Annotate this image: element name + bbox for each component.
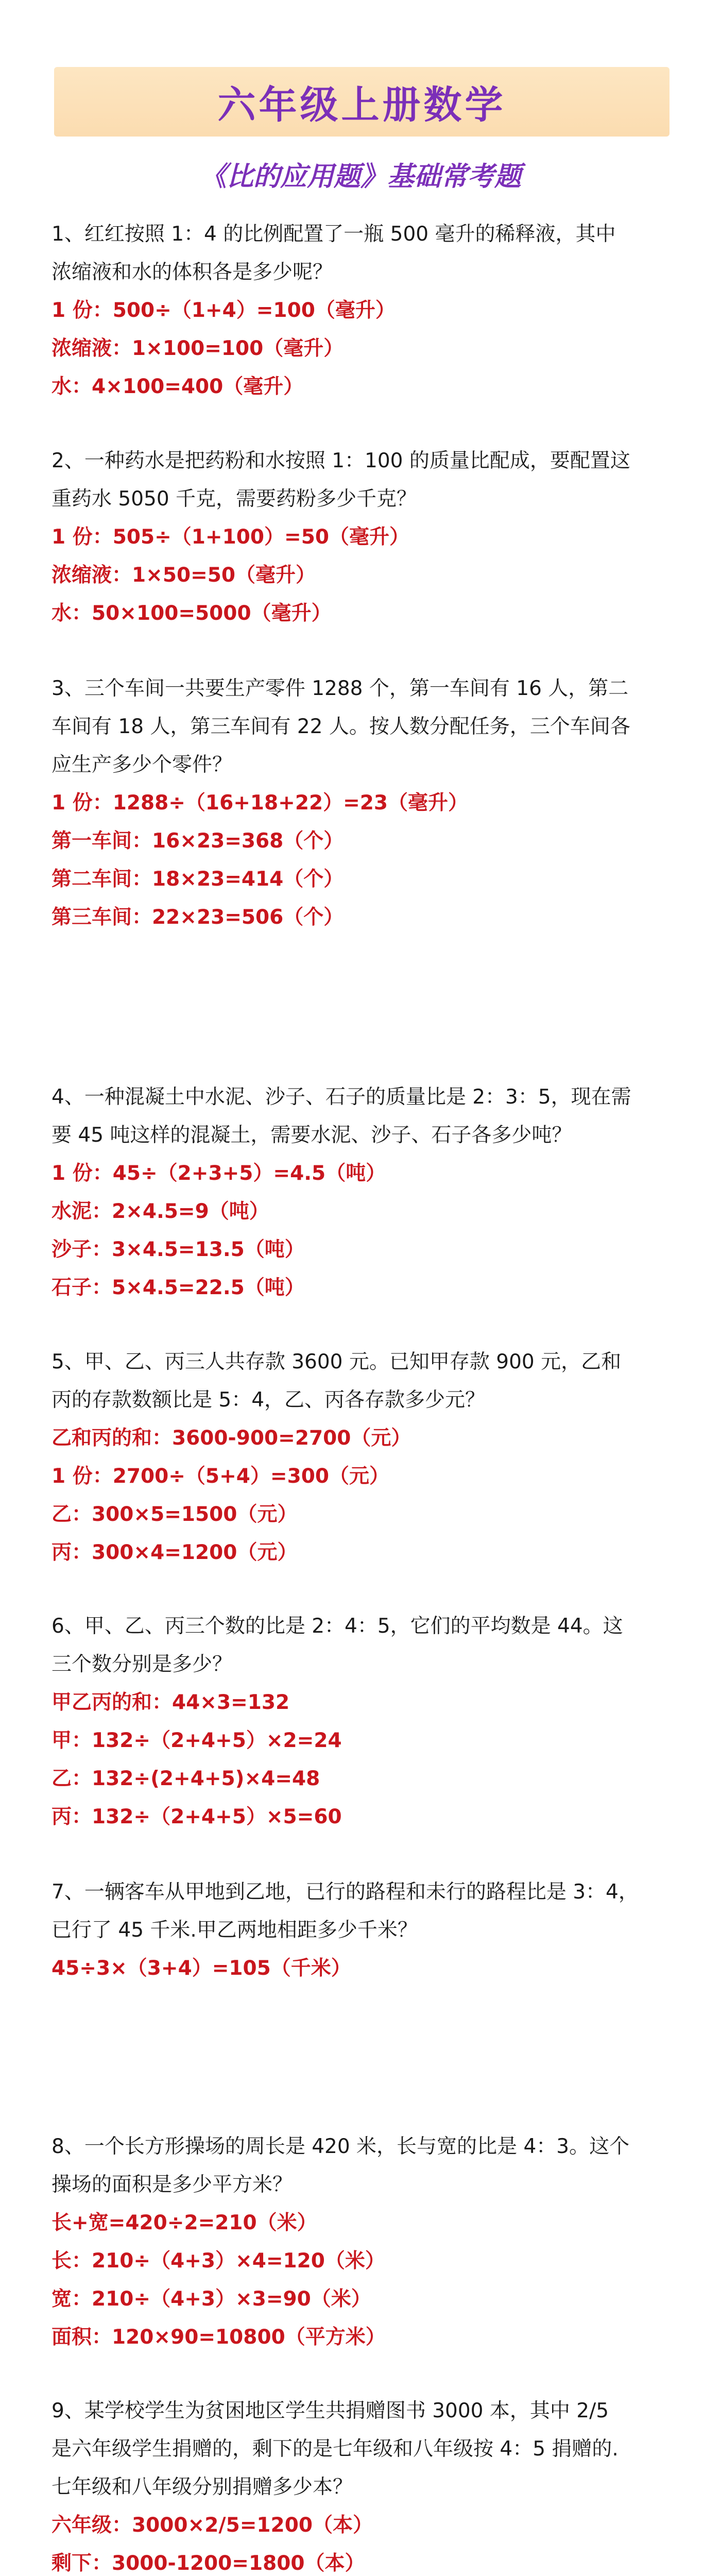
answer-line: 甲：132÷（2+4+5）×2=24 xyxy=(52,1729,342,1752)
question-text: 操场的面积是多少平方米？ xyxy=(52,2173,293,2196)
answer-line: 面积：120×90=10800（平方米） xyxy=(52,2326,386,2349)
answer-line: 丙：300×4=1200（元） xyxy=(52,1541,298,1564)
answer-line: 甲乙丙的和：44×3=132 xyxy=(52,1691,290,1714)
answer-line: 乙和丙的和：3600-900=2700（元） xyxy=(52,1427,411,1450)
question-3 xyxy=(52,670,675,937)
page-subtitle: 《比的应用题》基础常考题 xyxy=(199,161,521,192)
answer-line: 六年级：3000×2/5=1200（本） xyxy=(52,2514,373,2537)
question-7 xyxy=(52,1873,675,1988)
question-text: 重药水 5050 千克，需要药粉多少千克？ xyxy=(52,487,417,511)
question-text: 7、一辆客车从甲地到乙地，已行的路程和未行的路程比是 3：4， xyxy=(52,1880,639,1904)
question-4 xyxy=(52,1078,675,1307)
question-text: 6、甲、乙、丙三个数的比是 2：4：5，它们的平均数是 44。这 xyxy=(52,1615,623,1638)
question-text: 5、甲、乙、丙三人共存款 3600 元。已知甲存款 900 元，乙和 xyxy=(52,1350,622,1374)
answer-line: 剩下：3000-1200=1800（本） xyxy=(52,2552,365,2575)
answer-line: 浓缩液：1×100=100（毫升） xyxy=(52,337,344,360)
answer-line: 1 份：1288÷（16+18+22）=23（毫升） xyxy=(52,791,469,815)
answer-line: 1 份：2700÷（5+4）=300（元） xyxy=(52,1465,389,1488)
question-1 xyxy=(52,215,675,406)
question-text: 1、红红按照 1：4 的比例配置了一瓶 500 毫升的稀释液，其中 xyxy=(52,223,616,246)
answer-line: 浓缩液：1×50=50（毫升） xyxy=(52,564,316,587)
answer-line: 丙：132÷（2+4+5）×5=60 xyxy=(52,1805,342,1828)
answer-line: 1 份：45÷（2+3+5）=4.5（吨） xyxy=(52,1162,386,1185)
answer-line: 45÷3×（3+4）=105（千米） xyxy=(52,1957,351,1980)
question-text: 8、一个长方形操场的周长是 420 米，长与宽的比是 4：3。这个 xyxy=(52,2135,630,2158)
question-8 xyxy=(52,2128,675,2357)
answer-line: 长：210÷（4+3）×4=120（米） xyxy=(52,2249,385,2273)
answer-line: 水泥：2×4.5=9（吨） xyxy=(52,1200,269,1223)
answer-line: 乙：300×5=1500（元） xyxy=(52,1503,298,1526)
question-text: 浓缩液和水的体积各是多少呢？ xyxy=(52,261,333,284)
answer-line: 石子：5×4.5=22.5（吨） xyxy=(52,1276,305,1299)
question-text: 3、三个车间一共要生产零件 1288 个，第一车间有 16 人，第二 xyxy=(52,677,629,700)
answer-line: 第二车间：18×23=414（个） xyxy=(52,868,344,891)
question-text: 车间有 18 人，第三车间有 22 人。按人数分配任务，三个车间各 xyxy=(52,715,630,738)
answer-line: 长+宽=420÷2=210（米） xyxy=(52,2211,317,2234)
question-5 xyxy=(52,1343,675,1572)
question-text: 要 45 吨这样的混凝土，需要水泥、沙子、石子各多少吨？ xyxy=(52,1124,572,1147)
answer-line: 沙子：3×4.5=13.5（吨） xyxy=(52,1238,305,1261)
question-text: 已行了 45 千米.甲乙两地相距多少千米？ xyxy=(52,1919,418,1942)
answer-line: 水：4×100=400（毫升） xyxy=(52,375,304,398)
question-text: 应生产多少个零件？ xyxy=(52,753,233,776)
answer-line: 1 份：505÷（1+100）=50（毫升） xyxy=(52,526,409,549)
question-text: 丙的存款数额比是 5：4，乙、丙各存款多少元？ xyxy=(52,1388,486,1412)
answer-line: 第一车间：16×23=368（个） xyxy=(52,829,344,853)
question-2 xyxy=(52,442,675,633)
answer-line: 宽：210÷（4+3）×3=90（米） xyxy=(52,2287,371,2311)
question-text: 9、某学校学生为贫困地区学生共捐赠图书 3000 本，其中 2/5 xyxy=(52,2399,609,2422)
title-banner xyxy=(54,67,670,137)
question-text: 2、一种药水是把药粉和水按照 1：100 的质量比配成，要配置这 xyxy=(52,449,630,472)
question-text: 4、一种混凝土中水泥、沙子、石子的质量比是 2：3：5，现在需 xyxy=(52,1086,631,1109)
question-6 xyxy=(52,1607,675,1836)
question-text: 是六年级学生捐赠的，剩下的是七年级和八年级按 4：5 捐赠的. xyxy=(52,2437,619,2461)
page-title: 六年级上册数学 xyxy=(217,82,506,127)
question-text: 三个数分别是多少？ xyxy=(52,1653,233,1676)
question-text: 七年级和八年级分别捐赠多少本？ xyxy=(52,2476,353,2499)
answer-line: 水：50×100=5000（毫升） xyxy=(52,602,332,625)
answer-line: 乙：132÷(2+4+5)×4=48 xyxy=(52,1767,320,1790)
answer-line: 1 份：500÷（1+4）=100（毫升） xyxy=(52,299,396,322)
question-9 xyxy=(52,2392,675,2576)
answer-line: 第三车间：22×23=506（个） xyxy=(52,906,344,929)
